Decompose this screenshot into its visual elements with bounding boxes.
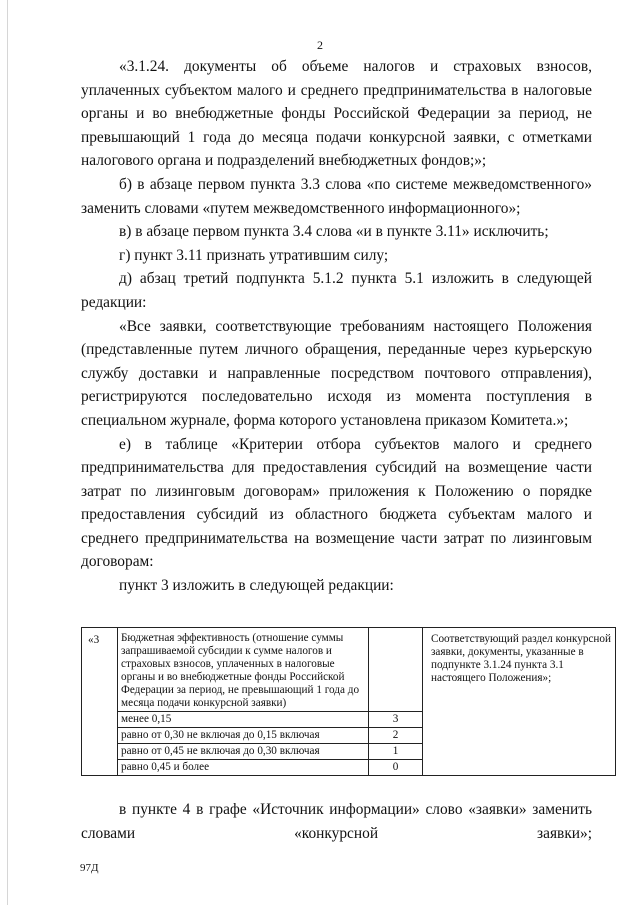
paragraph-b: б) в абзаце первом пункта 3.3 слова «по системе межведомственного» заменить словами «путем межведомственного информационного»; bbox=[81, 175, 592, 217]
criterion-source: Соответствующий раздел конкурсной заявки, документы, указанные в подпункте 3.1.24 пункта 3.1 настоящего Положения»; bbox=[423, 628, 616, 776]
paragraph-quote-applications: «Все заявки, соответствующие требованиям настоящего Положения (представленные путем личного обращения, переданные через курьерскую службу доставки и направленные посредством почтового отправления), регистрируются последовательно исходя из момента поступления в специальном журнале, форма которого установлена приказом Комитета.»; bbox=[81, 317, 592, 429]
document-body bbox=[81, 55, 592, 598]
paragraph-e: е) в таблице «Критерии отбора субъектов малого и среднего предпринимательства для предоставления субсидий на возмещение части затрат по лизинговым договорам» приложения к Положению о порядке предоставления субсидий из областного бюджета субъектам малого и среднего предпринимательства на возмещение части затрат по лизинговым договорам: bbox=[81, 435, 592, 571]
document-code: 97Д bbox=[80, 862, 99, 874]
score-cell: 0 bbox=[369, 760, 423, 776]
condition-cell: равно от 0,30 не включая до 0,15 включая bbox=[118, 728, 369, 744]
paragraph-point-3-intro: пункт 3 изложить в следующей редакции: bbox=[119, 577, 394, 595]
criteria-table-container bbox=[81, 627, 611, 776]
condition-cell: менее 0,15 bbox=[118, 712, 369, 728]
paragraph-3-1-24: «3.1.24. документы об объеме налогов и страховых взносов, уплаченных субъектом малого и среднего предпринимательства в налоговые органы и во внебюджетные фонды Российской Федерации за период, не превышающий 1 года до месяца подачи конкурсной заявки, с отметками налогового органа и подразделений внебюджетных фондов;»; bbox=[81, 58, 592, 170]
table-row bbox=[82, 628, 616, 712]
paragraph-v: в) в абзаце первом пункта 3.4 слова «и в пункте 3.11» исключить; bbox=[119, 223, 549, 241]
criterion-description: Бюджетная эффективность (отношение суммы запрашиваемой субсидии к сумме налогов и страховых взносов, уплаченных в налоговые органы и во внебюджетные фонды Российской Федерации за период, не превышающий 1 года до месяца подачи конкурсной заявки) bbox=[118, 628, 369, 712]
score-cell: 3 bbox=[369, 712, 423, 728]
tail-text bbox=[81, 798, 592, 845]
criterion-score-empty bbox=[369, 628, 423, 712]
scan-edge-line bbox=[7, 0, 8, 905]
paragraph-point-4: в пункте 4 в графе «Источник информации» слово «заявки» заменить словами «конкурсной заявки»; bbox=[81, 801, 592, 842]
condition-cell: равно 0,45 и более bbox=[118, 760, 369, 776]
score-cell: 2 bbox=[369, 728, 423, 744]
page-number: 2 bbox=[317, 38, 323, 52]
score-cell: 1 bbox=[369, 744, 423, 760]
condition-cell: равно от 0,45 не включая до 0,30 включая bbox=[118, 744, 369, 760]
criterion-number: «3 bbox=[82, 628, 118, 776]
paragraph-d: д) абзац третий подпункта 5.1.2 пункта 5.1 изложить в следующей редакции: bbox=[81, 270, 592, 311]
paragraph-g: г) пункт 3.11 признать утратившим силу; bbox=[119, 246, 389, 264]
criteria-table bbox=[81, 627, 616, 776]
